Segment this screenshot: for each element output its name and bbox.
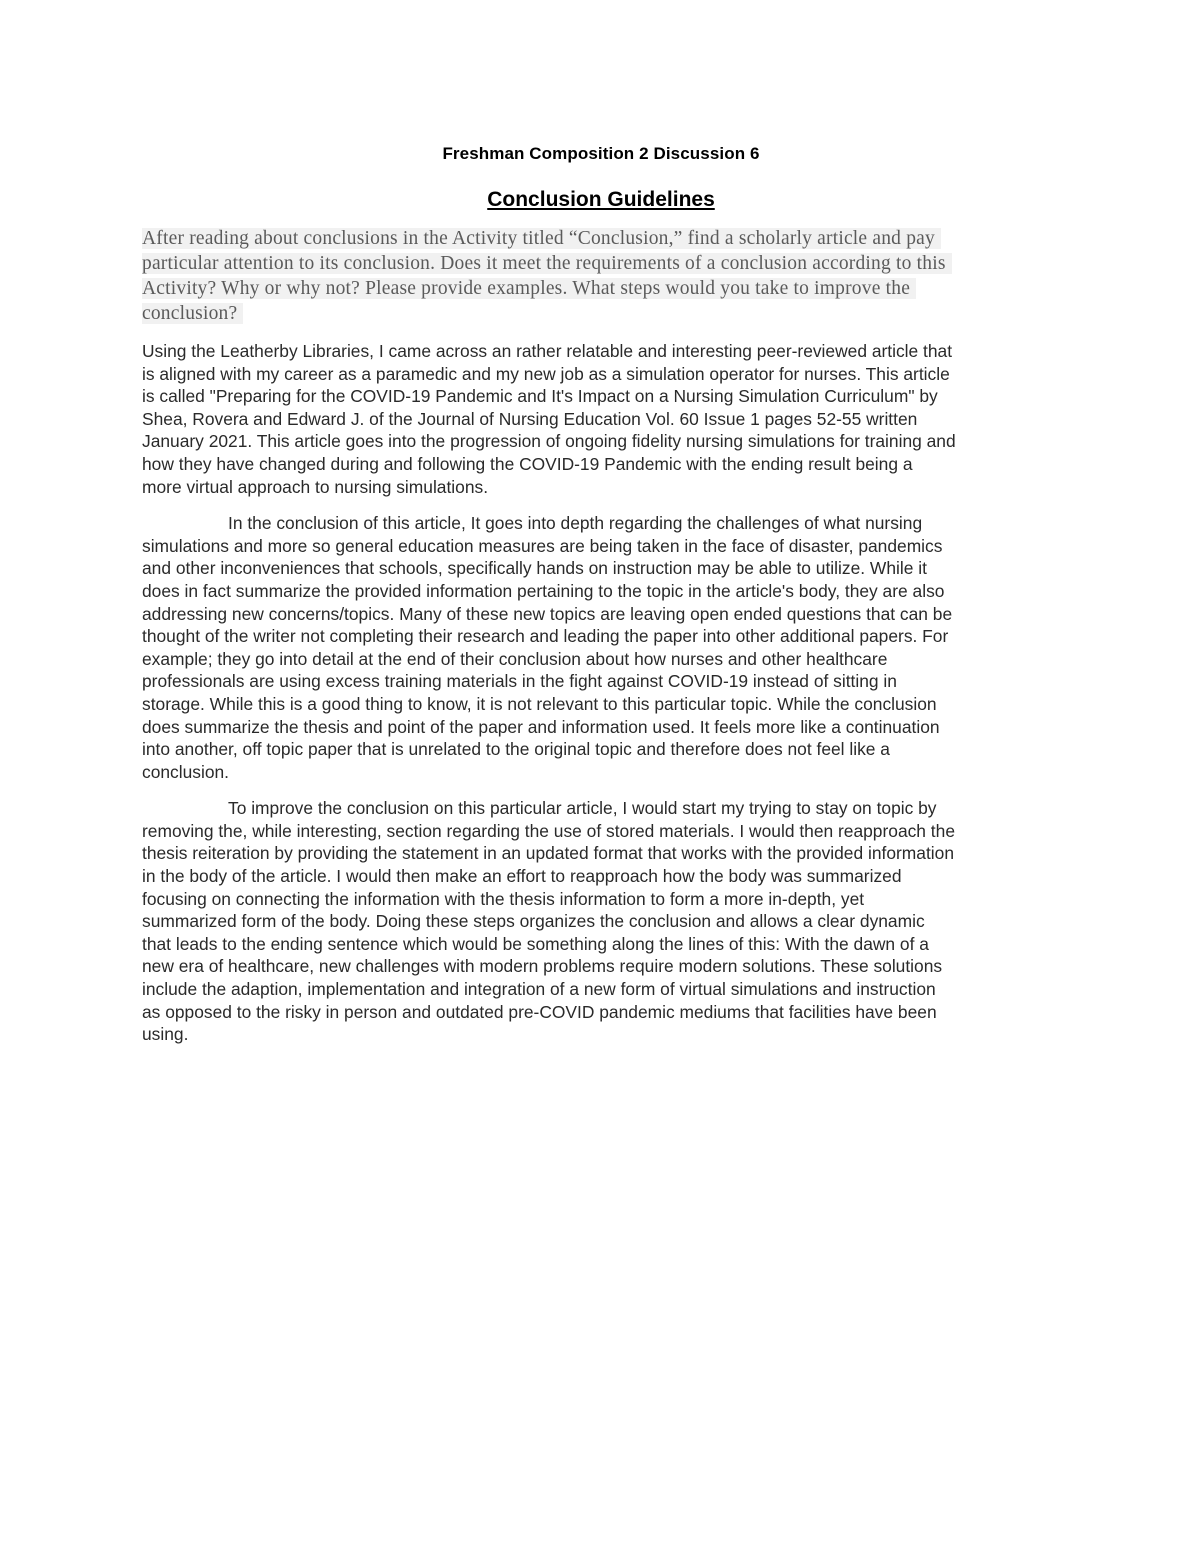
paragraph-line: Shea, Rovera and Edward J. of the Journal of Nursing Education Vol. 60 Issue 1 pages 52-55 written bbox=[142, 408, 918, 429]
paragraph-line: is called "Preparing for the COVID-19 Pandemic and It's Impact on a Nursing Simulation Curriculum" by bbox=[142, 386, 938, 407]
section-heading: Conclusion Guidelines bbox=[487, 188, 715, 211]
paragraph-line: conclusion. bbox=[142, 761, 230, 782]
paragraph-line: To improve the conclusion on this particular article, I would start my trying to stay on topic by bbox=[228, 798, 937, 819]
paragraph-line: simulations and more so general education measures are being taken in the face of disaster, pandemics bbox=[142, 535, 943, 556]
prompt-line: Activity? Why or why not? Please provide examples. What steps would you take to improve the bbox=[142, 276, 1060, 301]
paragraph-2 bbox=[142, 512, 1060, 783]
prompt-line: conclusion? bbox=[142, 301, 1060, 326]
prompt-line: After reading about conclusions in the Activity titled “Conclusion,” find a scholarly article and pay bbox=[142, 226, 1060, 251]
paragraph-line: how they have changed during and following the COVID-19 Pandemic with the ending result being a bbox=[142, 453, 913, 474]
paragraph-line: summarized form of the body. Doing these steps organizes the conclusion and allows a clear dynamic bbox=[142, 911, 925, 932]
paragraph-line: is aligned with my career as a paramedic and my new job as a simulation operator for nurses. This article bbox=[142, 363, 950, 384]
paragraph-line: new era of healthcare, new challenges with modern problems require modern solutions. These solutions bbox=[142, 956, 943, 977]
paragraph-3 bbox=[142, 797, 1060, 1046]
paragraph-line: removing the, while interesting, section regarding the use of stored materials. I would then reapproach the bbox=[142, 820, 955, 841]
paragraph-line: using. bbox=[142, 1024, 189, 1045]
paragraph-line: include the adaption, implementation and integration of a new form of virtual simulations and instruction bbox=[142, 979, 936, 1000]
paragraph-line: example; they go into detail at the end of their conclusion about how nurses and other healthcare bbox=[142, 648, 888, 669]
paragraph-line: storage. While this is a good thing to know, it is not relevant to this particular topic. While the conclusion bbox=[142, 693, 937, 714]
paragraph-line: focusing on connecting the information with the thesis information to form a more in-depth, yet bbox=[142, 888, 865, 909]
document-title: Freshman Composition 2 Discussion 6 bbox=[442, 144, 760, 163]
paragraph-line: and other inconveniences that schools, specifically hands on instruction may be able to utilize. While it bbox=[142, 558, 927, 579]
paragraph-line: addressing new concerns/topics. Many of these new topics are leaving open ended questions that can be bbox=[142, 603, 953, 624]
paragraph-line: does in fact summarize the provided information pertaining to the topic in the article's body, they are also bbox=[142, 580, 945, 601]
paragraph-line: professionals are using excess training materials in the fight against COVID-19 instead of sitting in bbox=[142, 671, 897, 692]
paragraph-line: Using the Leatherby Libraries, I came across an rather relatable and interesting peer-reviewed article that bbox=[142, 341, 953, 361]
paragraph-line: does summarize the thesis and point of the paper and information used. It feels more like a continuation bbox=[142, 716, 940, 737]
paragraph-line: in the body of the article. I would then make an effort to reapproach how the body was summarized bbox=[142, 866, 902, 887]
paragraph-line: In the conclusion of this article, It goes into depth regarding the challenges of what nursing bbox=[228, 513, 923, 534]
paragraph-line: January 2021. This article goes into the progression of ongoing fidelity nursing simulations for training and bbox=[142, 431, 956, 452]
paragraph-line: into another, off topic paper that is unrelated to the original topic and therefore does not feel like a bbox=[142, 739, 890, 760]
prompt-line: particular attention to its conclusion. Does it meet the requirements of a conclusion according to this bbox=[142, 251, 1060, 276]
paragraph-line: that leads to the ending sentence which would be something along the lines of this: With the dawn of a bbox=[142, 933, 929, 954]
paragraph-line: as opposed to the risky in person and outdated pre-COVID pandemic mediums that facilities have been bbox=[142, 1001, 937, 1022]
paragraph-line: thesis reiteration by providing the statement in an updated format that works with the provided information bbox=[142, 843, 955, 864]
paragraph-1 bbox=[142, 340, 1060, 498]
assignment-prompt bbox=[142, 226, 1060, 326]
paragraph-line: more virtual approach to nursing simulations. bbox=[142, 476, 489, 497]
paragraph-line: thought of the writer not completing their research and leading the paper into other additional papers. For bbox=[142, 626, 949, 647]
document-page bbox=[142, 144, 1060, 1046]
